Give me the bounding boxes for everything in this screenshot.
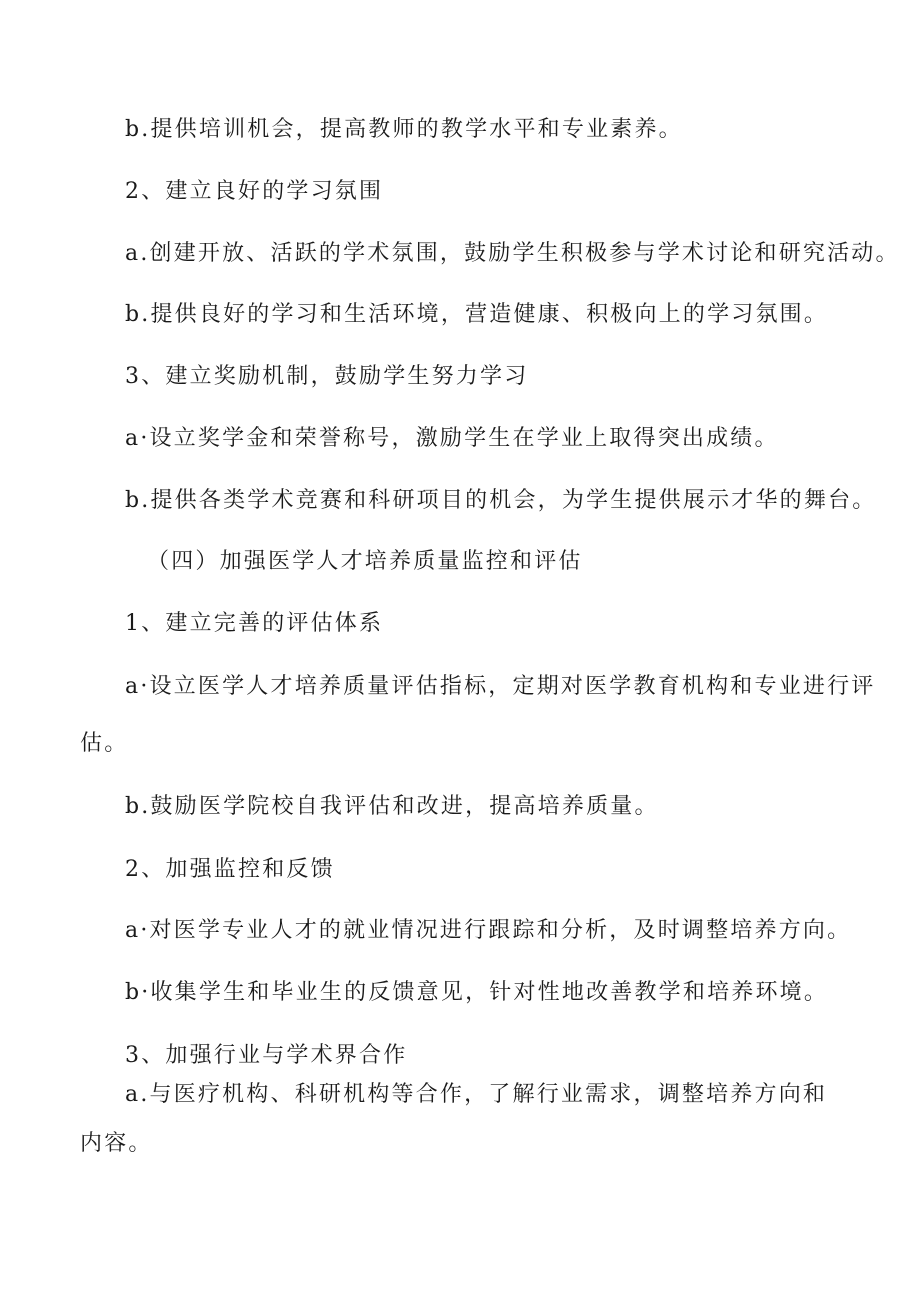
- paragraph-item-a-scholarship: a·设立奖学金和荣誉称号，激励学生在学业上取得突出成绩。: [125, 426, 779, 451]
- heading-learning-atmosphere: 2、建立良好的学习氛围: [125, 179, 384, 204]
- paragraph-item-a-employment: a·对医学专业人才的就业情况进行跟踪和分析，及时调整培养方向。: [125, 918, 852, 943]
- paragraph-item-b-competition: b.提供各类学术竞赛和科研项目的机会，为学生提供展示才华的舞台。: [125, 488, 877, 513]
- paragraph-item-a-indicators-cont: 估。: [80, 731, 129, 756]
- paragraph-item-a-academic: a.创建开放、活跃的学术氛围，鼓励学生积极参与学术讨论和研究活动。: [125, 241, 900, 266]
- heading-monitoring-feedback: 2、加强监控和反馈: [125, 857, 335, 882]
- heading-evaluation-system: 1、建立完善的评估体系: [125, 611, 384, 636]
- paragraph-item-a-cooperation-cont: 内容。: [80, 1131, 153, 1156]
- paragraph-item-a-cooperation: a.与医疗机构、科研机构等合作，了解行业需求，调整培养方向和: [125, 1082, 828, 1107]
- paragraph-item-b-training: b.提供培训机会，提高教师的教学水平和专业素养。: [125, 117, 683, 142]
- paragraph-item-b-feedback: b·收集学生和毕业生的反馈意见，针对性地改善教学和培养环境。: [125, 980, 829, 1005]
- section-heading-four: （四）加强医学人才培养质量监控和评估: [147, 549, 583, 574]
- paragraph-item-b-environment: b.提供良好的学习和生活环境，营造健康、积极向上的学习氛围。: [125, 302, 829, 327]
- heading-reward-mechanism: 3、建立奖励机制，鼓励学生努力学习: [125, 364, 529, 389]
- paragraph-item-a-indicators: a·设立医学人才培养质量评估指标，定期对医学教育机构和专业进行评: [125, 674, 876, 699]
- paragraph-item-b-self-evaluation: b.鼓励医学院校自我评估和改进，提高培养质量。: [125, 794, 659, 819]
- heading-industry-cooperation: 3、加强行业与学术界合作: [125, 1043, 408, 1068]
